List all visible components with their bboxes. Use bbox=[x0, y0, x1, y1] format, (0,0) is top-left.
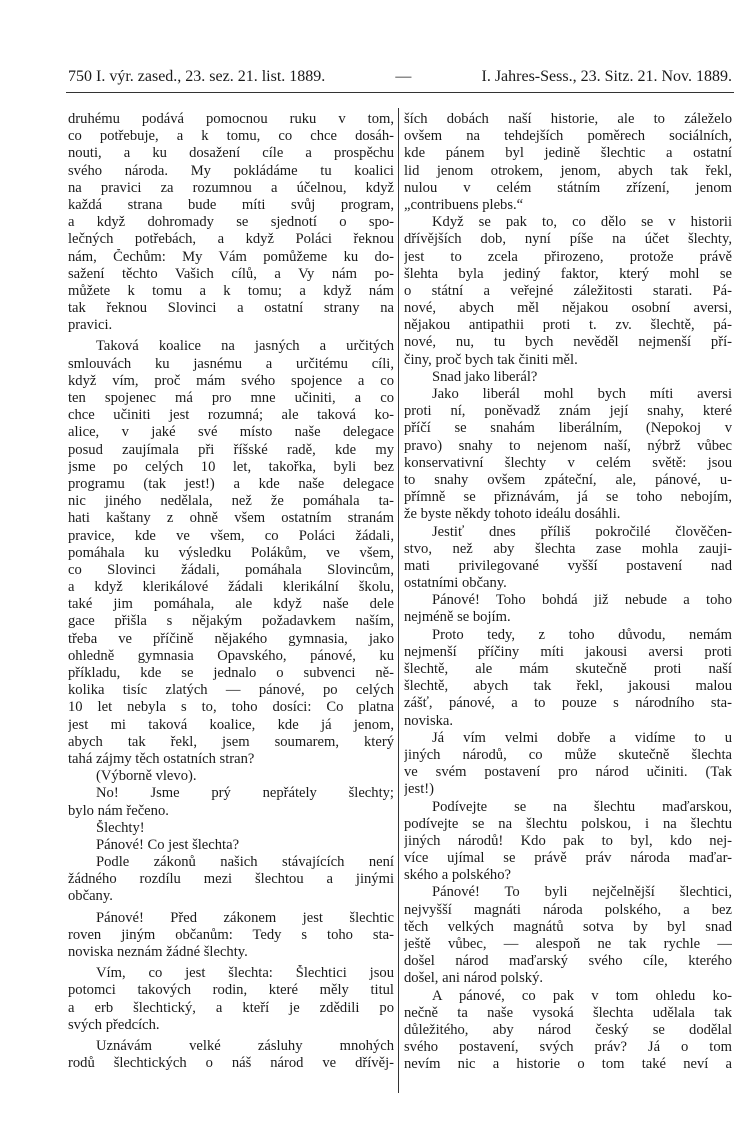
text-line: hati kaštany z ohně všem ostatním stranám bbox=[68, 510, 394, 527]
right-column bbox=[404, 111, 732, 1074]
text-line: Já vím velmi dobře a vidíme to u bbox=[432, 729, 732, 746]
paragraph bbox=[404, 627, 732, 730]
text-line: potomci takových rodin, které měly titul bbox=[68, 982, 394, 999]
text-line: příkladu, kde se jednalo o subvenci ně- bbox=[68, 665, 394, 681]
text-line: nějakou antipathii proti t. zv. šlechtě, pá- bbox=[404, 317, 732, 334]
text-line: lid jenom otrokem, jenom, abych tak řekl, bbox=[404, 162, 732, 179]
header-czech: 750 I. výr. zased., 23. sez. 21. list. 1889. bbox=[68, 68, 326, 85]
text-line: nové, abych měl nějakou osobní aversi, bbox=[404, 300, 732, 317]
text-line: ších dobách naší historie, ale to záleželo bbox=[404, 111, 732, 127]
text-line: a když klerikálové žádali klerikální školu, bbox=[68, 579, 394, 596]
text-line: když vím, proč mám svého spojence a co bbox=[68, 372, 394, 389]
text-line: pravo) snahy to nejenom naší, nýbrž vůbec bbox=[404, 437, 732, 454]
text-line: nové, nu, tu bych nevěděl nejmenší pří- bbox=[404, 334, 732, 351]
text-line: a erb šlechtický, a kteří je zdědili po bbox=[68, 999, 394, 1016]
paragraph bbox=[68, 768, 394, 785]
text-line: ten spojenec má pro mne učiniti, a co bbox=[68, 390, 394, 406]
paragraph bbox=[404, 988, 732, 1074]
text-line: 10 let nebyla s to, toho dosíci: Co platna bbox=[68, 699, 394, 716]
text-line: jest to zcela přirozeno, protože právě bbox=[404, 248, 732, 265]
text-line: více ujímal se právě práv národa maďar- bbox=[404, 850, 732, 867]
text-line: jest mi taková koalice, kde já jenom, bbox=[68, 716, 394, 733]
text-line: Pánové! Před zákonem jest šlechtic bbox=[96, 909, 394, 926]
text-line: A pánové, co pak v tom ohledu ko- bbox=[432, 987, 732, 1004]
text-line: (Výborně vlevo). bbox=[96, 768, 197, 785]
text-line: zášť, pánové, a to pouze s národního sta- bbox=[404, 695, 732, 712]
text-line: občany. bbox=[68, 888, 113, 905]
text-line: to snahy ovšem zpáteční, ale, pánové, u- bbox=[404, 471, 732, 488]
header-rule bbox=[66, 92, 734, 93]
text-line: kolika tisíc zlatých — pánové, po celých bbox=[68, 682, 394, 699]
text-line: Proto tedy, z toho důvodu, nemám bbox=[432, 626, 732, 643]
paragraph bbox=[404, 730, 732, 799]
header-german: I. Jahres-Sess., 23. Sitz. 21. Nov. 1889. bbox=[481, 68, 732, 85]
text-line: Šlechty! bbox=[96, 819, 145, 836]
text-line: rodů šlechtických o náš národ ve dřívěj- bbox=[68, 1055, 394, 1072]
text-line: šlechtě, ale mám skutečně proti naší bbox=[404, 661, 732, 677]
text-line: co Slovinci žádali, pomáhala Slovincům, bbox=[68, 561, 394, 578]
text-line: Jako liberál mohl bych míti aversi bbox=[432, 386, 732, 402]
text-line: ovšem na tehdejších poměrech sociálních, bbox=[404, 128, 732, 145]
paragraph bbox=[68, 820, 394, 837]
text-line: nejvyšší magnáti národa polského, a bez bbox=[404, 901, 732, 918]
text-line: jiných národů, co může skutečně šlechta bbox=[404, 746, 732, 763]
text-line: Podívejte se na šlechtu maďarskou, bbox=[432, 798, 732, 815]
paragraph bbox=[404, 524, 732, 593]
paragraph bbox=[404, 369, 732, 386]
header-separator: — bbox=[395, 68, 412, 85]
paragraph bbox=[68, 1038, 394, 1072]
text-line: nejméně se bojím. bbox=[404, 609, 511, 626]
paragraph bbox=[404, 111, 732, 214]
text-line: třeba ve příčině nějakého gymnasia, jako bbox=[68, 630, 394, 647]
text-line: No! Jsme prý nepřátely šlechty; bbox=[96, 785, 394, 802]
text-line: šlehta byla jediný faktor, který mohl se bbox=[404, 265, 732, 282]
text-line: ve svém postavení pro národ učiniti. (Tak bbox=[404, 764, 732, 781]
text-line: tahá zájmy těch ostatních stran? bbox=[68, 750, 255, 767]
paragraph bbox=[404, 386, 732, 524]
text-line: pomáhala ku výsledku Polákům, ve všem, bbox=[68, 544, 394, 561]
text-line: roven jiným občanům: Tedy s toho sta- bbox=[68, 926, 394, 943]
paragraph bbox=[68, 837, 394, 854]
text-line: můžete k tomu a k tomu; a když nám bbox=[68, 282, 394, 299]
text-line: Taková koalice na jasných a určitých bbox=[96, 338, 394, 355]
text-line: posud zaujímala při říšské radě, kde my bbox=[68, 441, 394, 458]
text-line: pravice, kde ve všem, co Poláci žádali, bbox=[68, 527, 394, 544]
paragraph bbox=[404, 799, 732, 885]
text-line: abych tak řekl, jsem soumarem, který bbox=[68, 733, 394, 750]
text-line: Jestiť dnes příliš pokročilé člověčen- bbox=[432, 523, 732, 540]
text-line: nic jiného nedělala, než že pomáhala ta- bbox=[68, 493, 394, 510]
text-line: přímně se přiznávám, já se toho nebojím, bbox=[404, 489, 732, 506]
text-line: mati privilegované vyšší postavení nad bbox=[404, 557, 732, 574]
text-line: Podle zákonů našich stávajících není bbox=[96, 854, 394, 871]
text-line: nevím nic a historie o tom také neví a bbox=[404, 1056, 732, 1073]
paragraph bbox=[68, 910, 394, 962]
paragraph bbox=[68, 785, 394, 819]
text-line: noviska. bbox=[404, 712, 454, 729]
text-line: každá strana bude míti svůj program, bbox=[68, 196, 394, 213]
text-line: o státní a veřejné záležitosti starati. Pá- bbox=[404, 282, 732, 299]
text-line: činy, proč bych tak činiti měl. bbox=[404, 351, 578, 368]
text-line: šlechtě, abych tak řekl, jakousi malou bbox=[404, 678, 732, 695]
text-line: tak řeknou Slovinci a ostatní strany na bbox=[68, 300, 394, 317]
text-line: jest!) bbox=[404, 781, 434, 798]
text-line: došel národ maďarský svého cíle, kterého bbox=[404, 953, 732, 970]
paragraph bbox=[68, 965, 394, 1034]
column-divider bbox=[398, 108, 399, 1093]
text-line: pravici. bbox=[68, 317, 113, 334]
text-line: došel, ani národ polský. bbox=[404, 970, 544, 987]
text-line: svého národa. My pokládáme tu koalici bbox=[68, 162, 394, 179]
paragraph bbox=[68, 854, 394, 906]
text-line: gace přišla s nějakým požadavkem naším, bbox=[68, 613, 394, 630]
text-line: Pánové! To byli nejčelnější šlechtici, bbox=[432, 884, 732, 901]
text-line: Když se pak to, co dělo se v historii bbox=[432, 214, 732, 231]
text-line: sažení těchto Vašich cílů, a Vy nám po- bbox=[68, 265, 394, 282]
text-line: ohledně gymnasia Opavského, pánové, ku bbox=[68, 647, 394, 664]
text-line: nulou v celém státním zřízení, jenom bbox=[404, 179, 732, 196]
text-line: Uznávám velké zásluhy mnohých bbox=[96, 1037, 394, 1054]
paragraph bbox=[404, 592, 732, 626]
paragraph bbox=[404, 214, 732, 369]
text-line: „contribuens plebs.“ bbox=[404, 196, 524, 213]
text-line: jsme po celých 10 let, takořka, byli bez bbox=[68, 458, 394, 475]
left-column bbox=[68, 111, 394, 1072]
text-line: ského a polského? bbox=[404, 867, 511, 884]
text-line: Pánové! Toho bohdá již nebude a toho bbox=[432, 592, 732, 609]
text-line: Vím, co jest šlechta: Šlechtici jsou bbox=[96, 965, 394, 982]
text-line: nejmenší příčiny míti jakousi aversi proti bbox=[404, 643, 732, 660]
paragraph bbox=[68, 338, 394, 768]
text-line: že byste někdy tohoto ideálu dosáhli. bbox=[404, 506, 621, 523]
text-line: druhému podává pomocnou ruku v tom, bbox=[68, 111, 394, 127]
text-line: podívejte se na šlechtu polskou, i na šlechtu bbox=[404, 815, 732, 832]
page-header bbox=[68, 68, 732, 90]
text-line: svého postavení, svých práv? Já o tom bbox=[404, 1039, 732, 1056]
text-line: žádného rozdílu mezi šlechtou a jinými bbox=[68, 871, 394, 888]
text-line: kde pánem byl jedině šlechtic a ostatní bbox=[404, 145, 732, 162]
text-line: bylo nám řečeno. bbox=[68, 802, 169, 819]
text-line: na pravici za rozumnou a účelnou, když bbox=[68, 179, 394, 196]
text-line: svých předcích. bbox=[68, 1016, 160, 1033]
paragraph bbox=[404, 884, 732, 987]
text-line: také jim pomáhala, ale když naše dele bbox=[68, 596, 394, 613]
text-line: Snad jako liberál? bbox=[432, 368, 538, 385]
text-line: důležitého, aby národ český se dodělal bbox=[404, 1021, 732, 1038]
text-line: co potřebuje, a k tomu, co chce dosáh- bbox=[68, 128, 394, 145]
text-line: nečně ta naše vysoká šlechta udělala tak bbox=[404, 1004, 732, 1021]
text-line: ještě vůbec, — alespoň ne tak rychle — bbox=[404, 936, 732, 952]
text-line: konservativní šlechty v celém světě: jsou bbox=[404, 454, 732, 471]
text-line: smlouvách ku jasnému a určitému cíli, bbox=[68, 355, 394, 372]
paragraph bbox=[68, 111, 394, 334]
text-line: chce učiniti jest rozumná; ale taková ko- bbox=[68, 407, 394, 424]
text-line: příčí se snahám liberálním, (Nepokoj v bbox=[404, 420, 732, 437]
text-line: lečných potřebách, a když Poláci řeknou bbox=[68, 231, 394, 248]
text-line: programu (tak jest!) a kde naše delegace bbox=[68, 475, 394, 492]
text-line: alice, v jaké své místo naše delegace bbox=[68, 424, 394, 441]
text-line: a když dohromady se sjednotí o spo- bbox=[68, 214, 394, 231]
text-line: Pánové! Co jest šlechta? bbox=[96, 836, 240, 853]
text-line: proti ní, poněvadž znám její snahy, které bbox=[404, 403, 732, 420]
text-line: těch velkých magnátů sotva by byl snad bbox=[404, 918, 732, 935]
text-line: nouti, a ku dosažení cíle a prospěchu bbox=[68, 145, 394, 162]
text-line: jiných národů! Kdo pak to byl, kdo nej- bbox=[404, 832, 732, 849]
text-line: nám, Čechům: My Vám pomůžeme ku do- bbox=[68, 248, 394, 265]
text-line: stvo, než aby šlechta zase mohla zauji- bbox=[404, 540, 732, 557]
text-line: ostatními občany. bbox=[404, 575, 507, 592]
text-line: noviska neznám žádné šlechty. bbox=[68, 944, 248, 960]
text-line: dřívějších dob, nyní píše na účet šlechty, bbox=[404, 231, 732, 248]
